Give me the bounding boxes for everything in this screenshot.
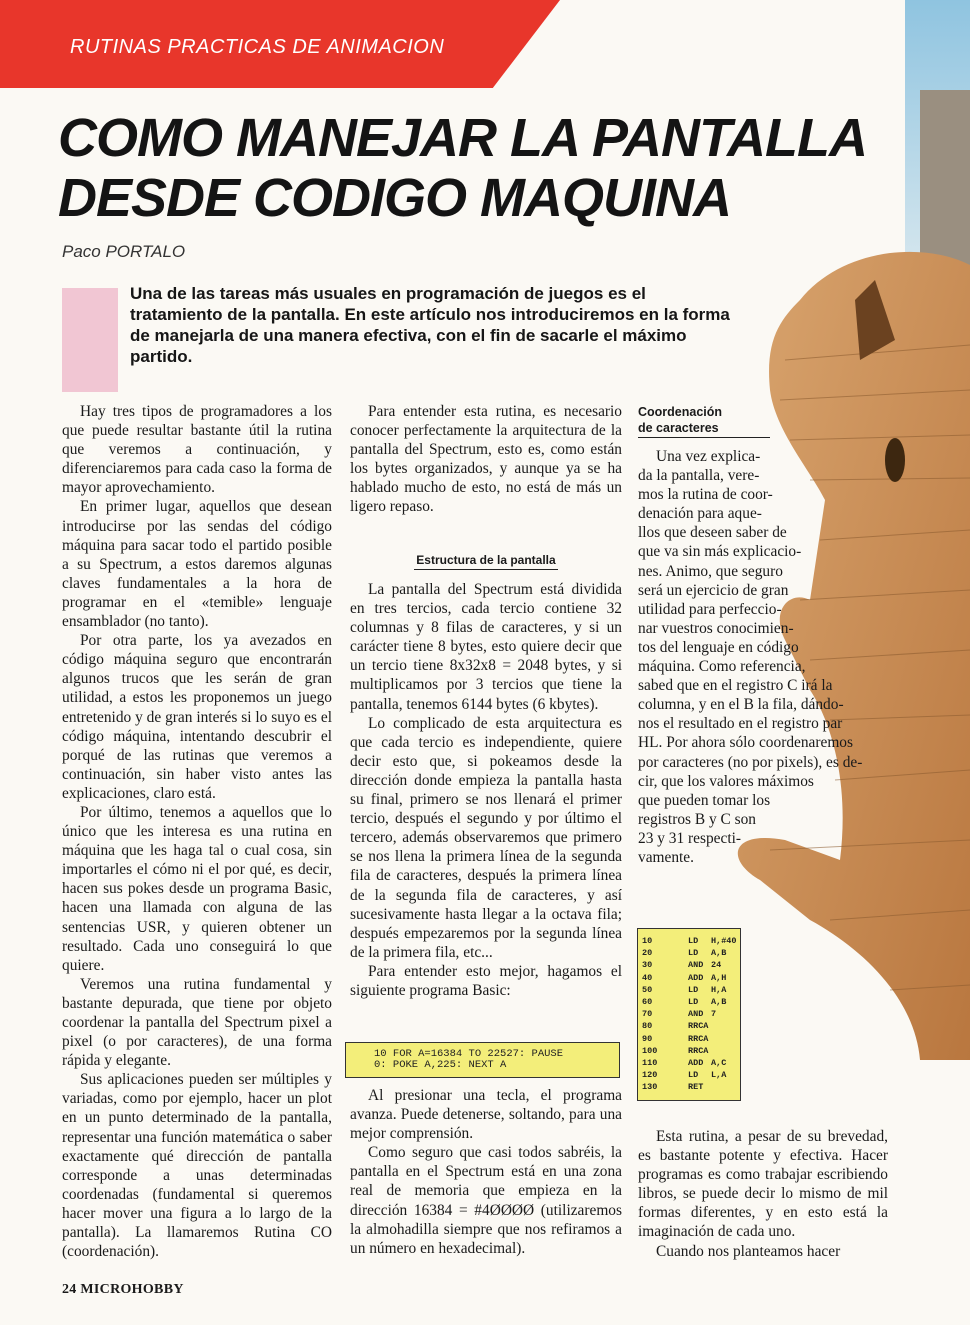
subheading-estructura [350, 553, 622, 567]
asm-op: ADD [688, 1058, 704, 1069]
page-footer: 24 MICROHOBBY [62, 1282, 184, 1297]
text-line: 23 y 31 respecti- [638, 829, 741, 847]
asm-row [642, 947, 740, 959]
asm-row [642, 1033, 740, 1045]
title-line-2: DESDE CODIGO MAQUINA [58, 168, 732, 228]
asm-op: AND [688, 1009, 704, 1020]
asm-n: 40 [642, 972, 653, 983]
asm-arg: H,#40 [711, 936, 737, 946]
asm-arg: A,H [711, 972, 727, 983]
asm-arg: A,C [711, 1058, 727, 1069]
asm-op: LD [688, 936, 699, 946]
asm-row [642, 996, 740, 1008]
asm-op: RRCA [688, 1033, 709, 1044]
paragraph: Por último, tenemos a aquellos que lo único que les interesa es una rutina en máquina que les haga tal o cual cosa, sin importarles el cómo ni el por qué, es decir, hacen sus pokes desde un programa Basic, hacen una llamada con alguna de las sentencias USR, y quieren obtener un resultado. Cada uno conseguirá lo que quiere. [62, 803, 332, 974]
text-line: HL. Por ahora sólo coordenaremos [638, 734, 853, 752]
article-title [58, 108, 898, 228]
asm-arg: 24 [711, 960, 722, 971]
asm-arg: L,A [711, 1070, 727, 1081]
text-line: Una vez explica- [656, 448, 761, 465]
subheading-line: de caracteres [638, 421, 719, 435]
asm-row [642, 959, 740, 971]
paragraph: En primer lugar, aquellos que desean introducirse por las sendas del código máquina para sacar todo el partido posible a su Spectrum, a estos daremos algunas claves fundamentales a la hora de programar en el «temible» lenguaje ensamblador (no tanto). [62, 498, 332, 631]
asm-op: LD [688, 948, 699, 959]
asm-row [642, 1008, 740, 1020]
paragraph: Para entender esta rutina, es necesario conocer perfectamente la arquitectura de la pantalla del Spectrum, esto es, como están los bytes organizados, y aunque ya se ha hablado mucho de esto, no está de más un ligero repaso. [350, 403, 622, 516]
section-label: RUTINAS PRACTICAS DE ANIMACION [70, 36, 445, 58]
asm-row [642, 1020, 740, 1032]
column-3-closing [638, 1127, 888, 1261]
basic-listing [345, 1042, 620, 1078]
paragraph: Esta rutina, a pesar de su brevedad, es bastante potente y efectiva. Hacer programas es como trabajar escribiendo libros, se puede decir lo mismo de mil formas diferentes, y en esto está la imaginación de cada uno. [638, 1128, 888, 1241]
author: Paco PORTALO [62, 242, 186, 261]
text-line: registros B y C son [638, 810, 756, 828]
text-line: nar vuestros conocimien- [638, 619, 794, 637]
asm-op: LD [688, 1070, 699, 1081]
text-line: cir, que los valores máximos [638, 772, 814, 790]
asm-n: 20 [642, 948, 653, 959]
asm-n: 130 [642, 1082, 658, 1093]
asm-n: 110 [642, 1058, 658, 1069]
lead-paragraph: Una de las tareas más usuales en programación de juegos es el tratamiento de la pantalla. En este artículo nos introduciremos en la forma de manejarla de una manera efectiva, con el fin de sacarle el máximo partido. [130, 284, 730, 366]
asm-n: 120 [642, 1070, 658, 1081]
column-1 [62, 402, 332, 1261]
subheading-text: Estructura de la pantalla [414, 553, 557, 570]
asm-op: LD [688, 984, 699, 995]
text-line: da la pantalla, vere- [638, 467, 760, 485]
paragraph: Como seguro que casi todos sabréis, la pantalla en el Spectrum está en una zona real de memoria que empieza en la dirección 16384 = #4ØØØØ (utilizaremos la almohadilla siempre que nos refiramos a un número en hexadecimal). [350, 1144, 622, 1257]
text-line: llos que deseen saber de [638, 524, 787, 542]
asm-arg: A,B [711, 997, 727, 1008]
asm-op: RRCA [688, 1021, 709, 1032]
asm-n: 30 [642, 960, 653, 971]
asm-row [642, 1069, 740, 1081]
subheading-coordenacion [638, 404, 770, 438]
text-line: que pueden tomar los [638, 791, 771, 809]
asm-n: 50 [642, 984, 653, 995]
text-line: sabed que en el registro C irá la [638, 677, 833, 695]
basic-line: 10 FOR A=16384 TO 22527: PAUSE [374, 1048, 564, 1060]
assembly-listing [637, 928, 741, 1101]
text-line: denación para aque- [638, 505, 762, 523]
paragraph: Veremos una rutina fundamental y bastante depurada, que tiene por objeto coordenar la pantalla del Spectrum pixel a pixel (o por caracteres), de una forma rápida y elegante. [62, 975, 332, 1070]
asm-op: AND [688, 960, 704, 971]
asm-row [642, 972, 740, 984]
asm-row [642, 1057, 740, 1069]
asm-arg: H,A [711, 984, 727, 995]
paragraph: Al presionar una tecla, el programa avanza. Puede detenerse, soltando, para una mejor comprensión. [350, 1087, 622, 1143]
asm-row [642, 1081, 740, 1093]
title-line-1: COMO MANEJAR LA PANTALLA [58, 108, 867, 168]
asm-op: LD [688, 997, 699, 1008]
text-line: columna, y en el B la fila, dándo- [638, 696, 844, 714]
paragraph: Lo complicado de esta arquitectura es que cada tercio es independiente, quiere decir esto que, si pokeamos desde la dirección donde empieza la pantalla hasta su final, primero se nos llenará el primer tercio, después el segundo y por último el tercero, además observaremos que primero se nos llena la primera línea de la segunda fila de caracteres, después la primera línea de la segunda fila de caracteres, y así sucesivamente hasta llegar a la octava fila; después empezaremos por la segunda línea de la primera fila, etc... [350, 714, 622, 961]
column-2-body [350, 580, 622, 1000]
text-line: que va sin más explicacio- [638, 543, 802, 561]
text-line: vamente. [638, 848, 694, 866]
paragraph: Hay tres tipos de programadores a los que puede resultar bastante útil la rutina que veremos a continuación, y diferenciaremos para cada caso la forma de mayor aprovechamiento. [62, 403, 332, 497]
asm-row [642, 935, 740, 947]
text-line: será un ejercicio de gran [638, 581, 789, 599]
text-line: mos la rutina de coor- [638, 486, 773, 504]
text-line: nes. Animo, que seguro [638, 562, 783, 580]
text-line: nos el resultado en el registro par [638, 715, 843, 733]
asm-arg: 7 [711, 1009, 717, 1020]
asm-op: RET [688, 1082, 704, 1093]
text-line: máquina. Como referencia, [638, 658, 806, 676]
subheading-line: Coordenación [638, 405, 723, 419]
asm-row [642, 984, 740, 996]
column-3-text [638, 447, 898, 867]
lead-accent-bar [62, 288, 118, 392]
paragraph: La pantalla del Spectrum está dividida en tres tercios, cada tercio contiene 32 columnas y 8 filas de caracteres, y si un carácter tiene 8 bytes, esto quiere decir que un tercio tiene 8x32x8 = 2048 bytes, y si multiplicamos por 3 tercios que tiene la pantalla, tenemos 6144 bytes (6 kbytes). [350, 581, 622, 713]
text-line: tos del lenguaje en código [638, 638, 799, 656]
asm-n: 100 [642, 1045, 658, 1056]
basic-line: 0: POKE A,225: NEXT A [374, 1059, 507, 1071]
asm-n: 60 [642, 997, 653, 1008]
text-line: por caracteres (no por pixels), es de- [638, 753, 863, 771]
asm-n: 70 [642, 1009, 653, 1020]
text-line: utilidad para perfeccio- [638, 600, 782, 618]
asm-op: ADD [688, 972, 704, 983]
paragraph: Para entender esto mejor, hagamos el siguiente programa Basic: [350, 962, 622, 999]
paragraph: Por otra parte, los ya avezados en código máquina seguro que encontrarán algunos trucos que les serán de gran utilidad, a estos les proponemos un juego entretenido y de gran interés si lo suyo es el código máquina, intentando descubrir el porqué de las rutinas que veremos a continuación, sin haber visto antes las explicaciones, claro está. [62, 632, 332, 802]
paragraph: Sus aplicaciones pueden ser múltiples y variadas, como por ejemplo, hacer un plot en un punto determinado de la pantalla, representar una función matemática o saber exactamente qué dirección de pantalla corresponde a unas determinadas coordenadas (fundamental si queremos hacer mover una figura a lo largo de la pantalla). La llamaremos Rutina CO (coordenación). [62, 1071, 332, 1261]
column-2-intro [350, 402, 622, 517]
asm-n: 80 [642, 1021, 653, 1032]
asm-row [642, 1045, 740, 1057]
paragraph: Cuando nos planteamos hacer [656, 1242, 841, 1260]
asm-arg: A,B [711, 948, 727, 959]
asm-n: 10 [642, 936, 653, 946]
asm-n: 90 [642, 1033, 653, 1044]
column-2-after [350, 1086, 622, 1258]
asm-op: RRCA [688, 1045, 709, 1056]
